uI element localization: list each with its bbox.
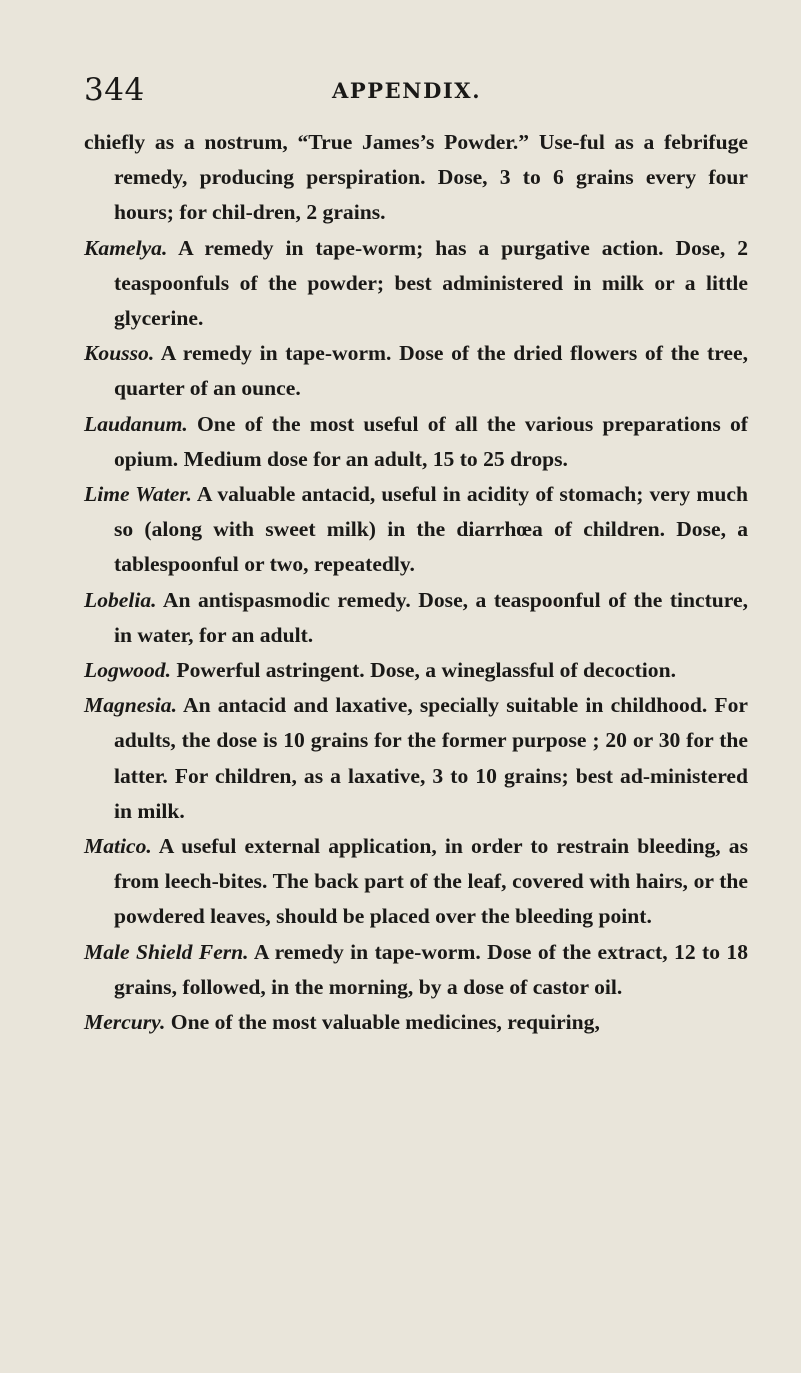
- entry-text: An antacid and laxative, specially suitable in childhood. For adults, the dose is 10 grains for the former purpose ; 20 or 30 for the latter. For children, as a laxative, 3 to 10 grains; best ad-ministered in milk.: [114, 693, 748, 823]
- entry-text: One of the most valuable medicines, requiring,: [170, 1010, 600, 1035]
- entry-male-shield-fern: [84, 935, 748, 1005]
- entry-magnesia: [84, 688, 748, 829]
- entry-lobelia: [84, 583, 748, 653]
- entry-term: Matico.: [84, 834, 152, 859]
- page-header: [84, 70, 754, 114]
- entry-text: chiefly as a nostrum, “True James’s Powder.” Use-ful as a febrifuge remedy, producing perspiration. Dose, 3 to 6 grains every four hours; for chil-dren, 2 grains.: [84, 130, 748, 225]
- entry-text: A remedy in tape-worm. Dose of the dried flowers of the tree, quarter of an ounce.: [114, 341, 748, 401]
- running-head: APPENDIX.: [332, 78, 482, 103]
- entry-mercury: [84, 1005, 748, 1040]
- entry-text: One of the most useful of all the various preparations of opium. Medium dose for an adult, 15 to 25 drops.: [114, 411, 748, 471]
- entry-term: Laudanum.: [84, 411, 188, 436]
- body-text: [84, 125, 748, 1040]
- entry-kamelya: [84, 231, 748, 337]
- entry-term: Kousso.: [84, 341, 155, 366]
- entry-matico: [84, 829, 748, 935]
- entry-lime-water: [84, 477, 748, 583]
- entry-term: Male Shield Fern.: [84, 939, 249, 964]
- entry-text: An antispasmodic remedy. Dose, a teaspoonful of the tincture, in water, for an adult.: [114, 587, 748, 647]
- entry-term: Kamelya.: [84, 235, 168, 260]
- entry-kousso: [84, 336, 748, 406]
- entry-term: Lime Water.: [84, 482, 192, 507]
- entry-text: A valuable antacid, useful in acidity of stomach; very much so (along with sweet milk) in the diarrhœa of children. Dose, a tablespoonful or two, repeatedly.: [114, 482, 748, 577]
- entry-logwood: [84, 653, 748, 688]
- entry-laudanum: [84, 407, 748, 477]
- entry-text: A remedy in tape-worm. Dose of the extract, 12 to 18 grains, followed, in the morning, by a dose of castor oil.: [114, 939, 749, 999]
- entry-term: Magnesia.: [84, 693, 177, 718]
- page-number: 344: [84, 72, 145, 108]
- entry-term: Mercury.: [84, 1010, 166, 1035]
- entry-text: Powerful astringent. Dose, a wineglassful of decoction.: [176, 658, 676, 683]
- entry-text: A remedy in tape-worm; has a purgative action. Dose, 2 teaspoonfuls of the powder; best administered in milk or a little glycerine.: [114, 235, 748, 331]
- entry-term: Logwood.: [84, 658, 171, 683]
- entry-text: A useful external application, in order to restrain bleeding, as from leech-bites. The back part of the leaf, covered with hairs, or the powdered leaves, should be placed over the bleeding point.: [114, 834, 749, 929]
- entry-continuation: [84, 125, 748, 231]
- entry-term: Lobelia.: [84, 587, 157, 612]
